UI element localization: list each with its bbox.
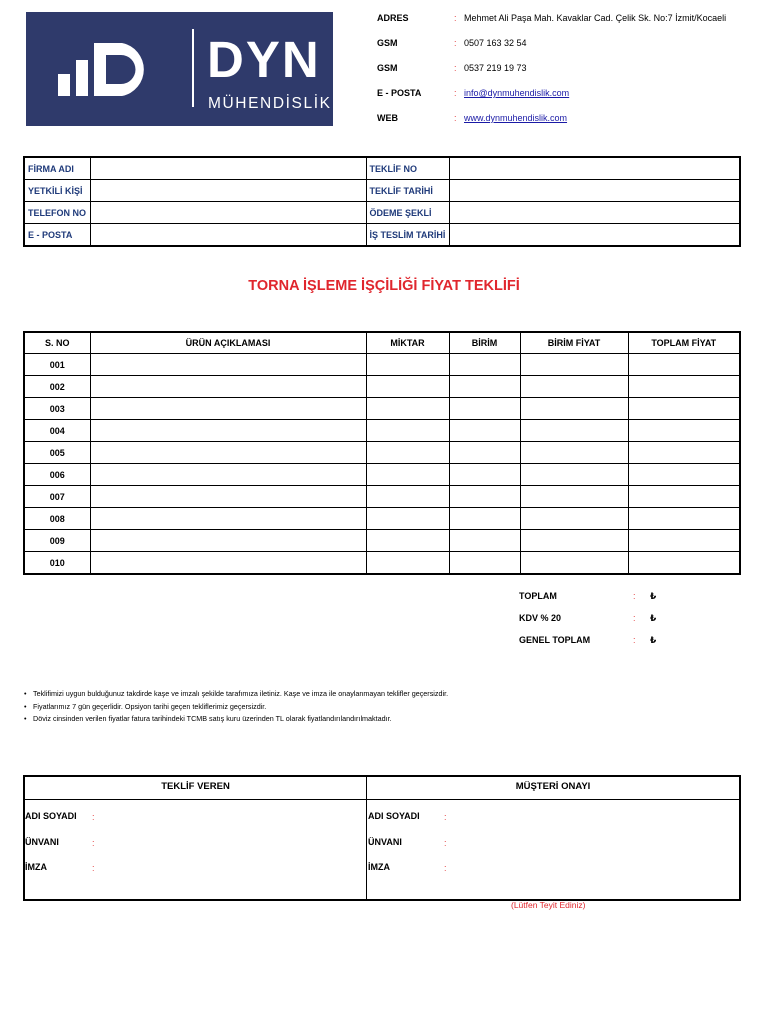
row-number: 003 [24, 398, 90, 420]
info-row [24, 157, 740, 180]
terms-notes [24, 688, 448, 726]
table-cell[interactable] [520, 376, 628, 398]
contact-value: Mehmet Ali Paşa Mah. Kavaklar Cad. Çelik Sk. No:7 İzmit/Kocaeli [464, 13, 727, 23]
items-table [23, 331, 741, 575]
table-cell[interactable] [90, 376, 366, 398]
contact-label: GSM [377, 63, 398, 73]
info-label: ÖDEME ŞEKLİ [366, 202, 449, 224]
info-label: TELEFON NO [24, 202, 90, 224]
total-label: KDV % 20 [519, 613, 562, 623]
table-cell[interactable] [449, 530, 520, 552]
table-cell[interactable] [449, 442, 520, 464]
info-value-cell[interactable] [449, 224, 740, 247]
field-separator: : [92, 812, 95, 822]
logo-divider [192, 29, 194, 107]
table-row [24, 376, 740, 398]
row-number: 009 [24, 530, 90, 552]
table-cell[interactable] [90, 530, 366, 552]
note-item [24, 701, 448, 714]
table-row [24, 530, 740, 552]
logo-brand-text: DYN [207, 31, 321, 88]
table-cell[interactable] [90, 552, 366, 575]
table-cell[interactable] [449, 552, 520, 575]
row-number: 005 [24, 442, 90, 464]
contact-label: WEB [377, 113, 398, 123]
info-label: FİRMA ADI [24, 157, 90, 180]
table-cell[interactable] [628, 508, 740, 530]
table-cell[interactable] [628, 442, 740, 464]
info-row [24, 202, 740, 224]
table-cell[interactable] [520, 552, 628, 575]
info-label: TEKLİF NO [366, 157, 449, 180]
table-cell[interactable] [366, 508, 449, 530]
table-cell[interactable] [366, 464, 449, 486]
bullet-icon: • [24, 689, 27, 698]
field-separator: : [444, 838, 447, 848]
table-row [24, 486, 740, 508]
column-header: ÜRÜN AÇIKLAMASI [90, 332, 366, 354]
table-cell[interactable] [366, 354, 449, 376]
column-header: S. NO [24, 332, 90, 354]
total-separator: : [633, 635, 636, 645]
contact-label: ADRES [377, 13, 409, 23]
row-number: 008 [24, 508, 90, 530]
confirm-note: (Lütfen Teyit Ediniz) [511, 900, 586, 910]
table-cell[interactable] [366, 530, 449, 552]
row-number: 010 [24, 552, 90, 575]
signature-header-line [25, 799, 739, 800]
table-cell[interactable] [520, 354, 628, 376]
column-header: BİRİM FİYAT [520, 332, 628, 354]
table-cell[interactable] [90, 398, 366, 420]
contact-separator: : [454, 113, 457, 123]
items-header-row [24, 332, 740, 354]
row-number: 004 [24, 420, 90, 442]
lira-icon: ₺ [650, 635, 657, 645]
offerer-signature-label: İMZA [25, 862, 47, 872]
table-cell[interactable] [449, 464, 520, 486]
table-cell[interactable] [449, 398, 520, 420]
info-value-cell[interactable] [90, 157, 366, 180]
note-text: Döviz cinsinden verilen fiyatlar fatura tarihindeki TCMB satış kuru üzerinden TL olarak fiyatlandırılandırılmaktadır. [33, 714, 392, 724]
field-separator: : [444, 863, 447, 873]
table-row [24, 552, 740, 575]
logo-subtitle-text: MÜHENDİSLİK [208, 95, 332, 112]
table-row [24, 398, 740, 420]
contact-separator: : [454, 13, 457, 23]
lira-icon: ₺ [650, 591, 657, 601]
table-cell[interactable] [520, 508, 628, 530]
customer-signature-label: İMZA [368, 862, 390, 872]
document-title: TORNA İŞLEME İŞÇİLİĞİ FİYAT TEKLİFİ [248, 278, 520, 294]
customer-title-label: ÜNVANI [368, 837, 402, 847]
customer-info-table [23, 156, 741, 247]
table-cell[interactable] [520, 464, 628, 486]
lira-icon: ₺ [650, 613, 657, 623]
total-separator: : [633, 613, 636, 623]
info-value-cell[interactable] [90, 224, 366, 247]
table-cell[interactable] [628, 354, 740, 376]
note-item [24, 713, 448, 726]
table-row [24, 464, 740, 486]
info-value-cell[interactable] [90, 180, 366, 202]
table-cell[interactable] [628, 420, 740, 442]
table-row [24, 420, 740, 442]
field-separator: : [444, 812, 447, 822]
info-label: E - POSTA [24, 224, 90, 247]
table-row [24, 354, 740, 376]
table-cell[interactable] [449, 376, 520, 398]
table-cell[interactable] [90, 442, 366, 464]
table-cell[interactable] [366, 398, 449, 420]
total-label: TOPLAM [519, 591, 557, 601]
contact-separator: : [454, 88, 457, 98]
table-cell[interactable] [520, 486, 628, 508]
offerer-title-label: ÜNVANI [25, 837, 59, 847]
table-cell[interactable] [449, 486, 520, 508]
table-cell[interactable] [90, 354, 366, 376]
bullet-icon: • [24, 714, 27, 724]
logo-mark-icon [26, 12, 196, 126]
row-number: 002 [24, 376, 90, 398]
field-separator: : [92, 838, 95, 848]
column-header: MİKTAR [366, 332, 449, 354]
info-value-cell[interactable] [90, 202, 366, 224]
contact-label: GSM [377, 38, 398, 48]
contact-value: 0537 219 19 73 [464, 63, 527, 73]
table-cell[interactable] [90, 486, 366, 508]
total-separator: : [633, 591, 636, 601]
info-row [24, 180, 740, 202]
info-row [24, 224, 740, 247]
bullet-icon: • [24, 701, 27, 711]
info-value-cell[interactable] [449, 157, 740, 180]
table-cell[interactable] [520, 420, 628, 442]
table-cell[interactable] [366, 376, 449, 398]
table-cell[interactable] [520, 442, 628, 464]
table-cell[interactable] [628, 464, 740, 486]
table-row [24, 508, 740, 530]
table-cell[interactable] [366, 442, 449, 464]
note-text: Teklifimizi uygun bulduğunuz takdirde kaşe ve imzalı şekilde tarafımıza iletiniz. Kaşe ve imza ile onaylanmayan teklifler geçersizdir. [33, 689, 449, 698]
table-cell[interactable] [628, 376, 740, 398]
note-item [24, 688, 448, 701]
customer-approval-heading: MÜŞTERİ ONAYI [515, 781, 591, 792]
table-cell[interactable] [520, 530, 628, 552]
info-label: YETKİLİ KİŞİ [24, 180, 90, 202]
note-text: Fiyatlarımız 7 gün geçerlidir. Opsiyon tarihi geçen tekliflerimiz geçersizdir. [33, 701, 267, 711]
table-row [24, 442, 740, 464]
total-label: GENEL TOPLAM [519, 635, 591, 645]
column-header: TOPLAM FİYAT [628, 332, 740, 354]
table-cell[interactable] [449, 420, 520, 442]
table-cell[interactable] [628, 530, 740, 552]
column-header: BİRİM [449, 332, 520, 354]
email-link[interactable]: info@dynmuhendislik.com [464, 88, 570, 98]
row-number: 001 [24, 354, 90, 376]
info-label: İŞ TESLİM TARİHİ [366, 224, 449, 247]
table-cell[interactable] [90, 464, 366, 486]
table-cell[interactable] [628, 398, 740, 420]
table-cell[interactable] [628, 552, 740, 575]
table-cell[interactable] [449, 354, 520, 376]
signature-divider [366, 777, 367, 899]
table-cell[interactable] [366, 420, 449, 442]
table-cell[interactable] [449, 508, 520, 530]
info-value-cell[interactable] [449, 202, 740, 224]
offerer-name-label: ADI SOYADI [25, 811, 77, 821]
contact-separator: : [454, 63, 457, 73]
row-number: 006 [24, 464, 90, 486]
table-cell[interactable] [520, 398, 628, 420]
field-separator: : [92, 863, 95, 873]
contact-separator: : [454, 38, 457, 48]
table-cell[interactable] [90, 420, 366, 442]
signature-table [23, 775, 741, 901]
info-value-cell[interactable] [449, 180, 740, 202]
contact-label: E - POSTA [377, 88, 422, 98]
contact-value: 0507 163 32 54 [464, 38, 527, 48]
table-cell[interactable] [90, 508, 366, 530]
offerer-heading: TEKLİF VEREN [161, 781, 230, 792]
customer-name-label: ADI SOYADI [368, 811, 420, 821]
row-number: 007 [24, 486, 90, 508]
table-cell[interactable] [628, 486, 740, 508]
table-cell[interactable] [366, 486, 449, 508]
table-cell[interactable] [366, 552, 449, 575]
website-link[interactable]: www.dynmuhendislik.com [464, 113, 568, 123]
company-logo [26, 12, 333, 126]
info-label: TEKLİF TARİHİ [366, 180, 449, 202]
